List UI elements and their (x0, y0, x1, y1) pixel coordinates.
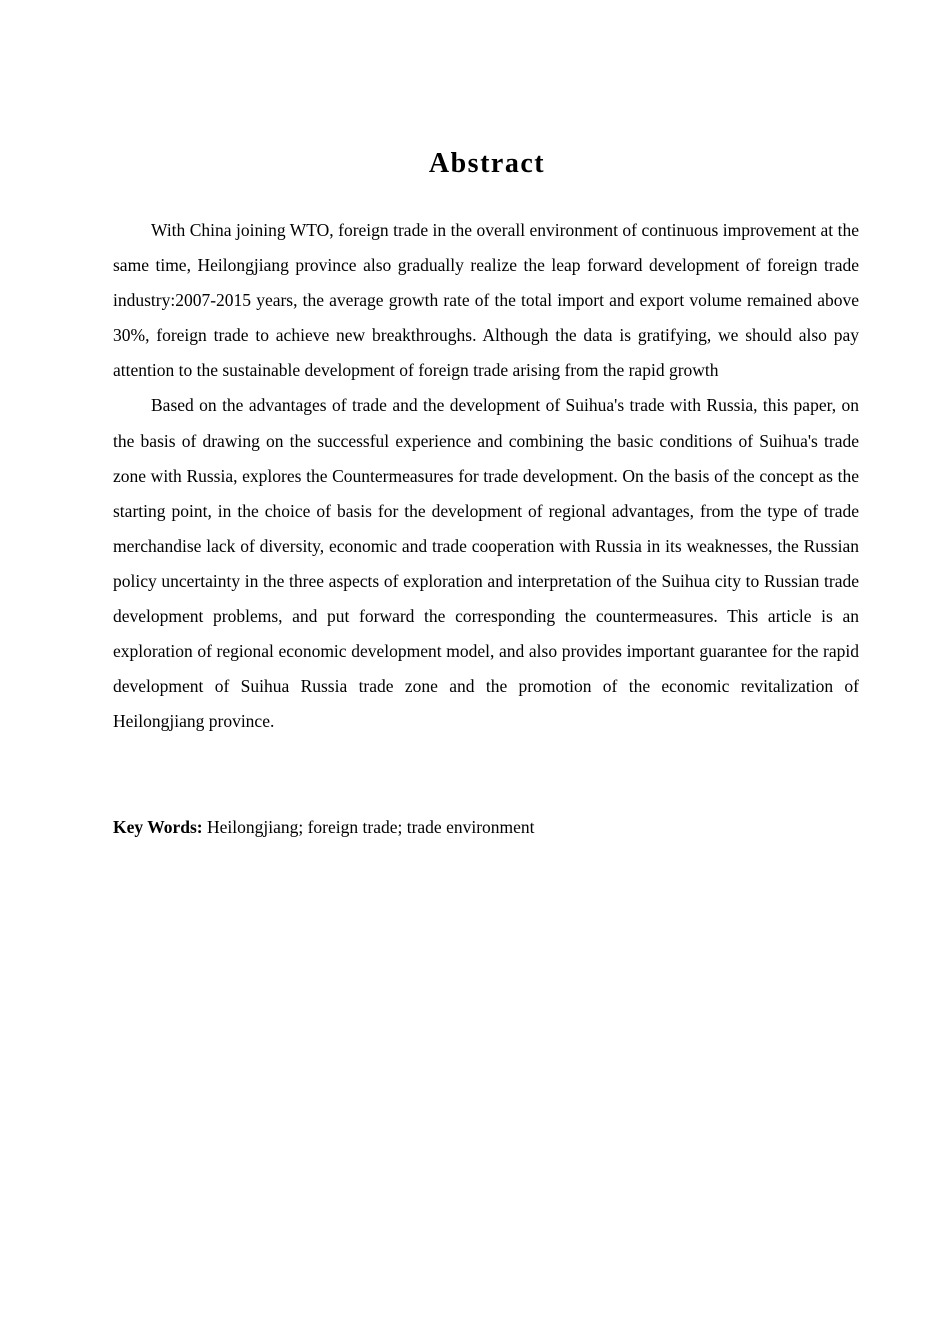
abstract-title: Abstract (428, 148, 546, 179)
abstract-paragraph-1: With China joining WTO, foreign trade in the overall environment of continuous improvement at the same time, Heilongjiang province also gradually realize the leap forward development of foreign trade industry:2007-2015 years, the average growth rate of the total import and export volume remained above 30%, foreign trade to achieve new breakthroughs. Although the data is gratifying, we should also pay attention to the sustainable development of foreign trade arising from the rapid growth (113, 220, 859, 381)
keywords-line (113, 810, 859, 845)
abstract-paragraph-2: Based on the advantages of trade and the development of Suihua's trade with Russia, this paper, on the basis of drawing on the successful experience and combining the basic conditions of Suihua's trade zone with Russia, explores the Countermeasures for trade development. On the basis of the concept as the starting point, in the choice of basis for the development of regional advantages, from the type of trade merchandise lack of diversity, economic and trade cooperation with Russia in its weaknesses, the Russian policy uncertainty in the three aspects of exploration and interpretation of the Suihua city to Russian trade development problems, and put forward the corresponding the countermeasures. This article is an exploration of regional economic development model, and also provides important guarantee for the rapid development of Suihua Russia trade zone and the promotion of the economic revitalization of Heilongjiang province. (113, 395, 859, 732)
keywords-text: Heilongjiang; foreign trade; trade environment (202, 817, 535, 837)
keywords-label: Key Words: (113, 817, 203, 837)
abstract-body (113, 213, 859, 739)
